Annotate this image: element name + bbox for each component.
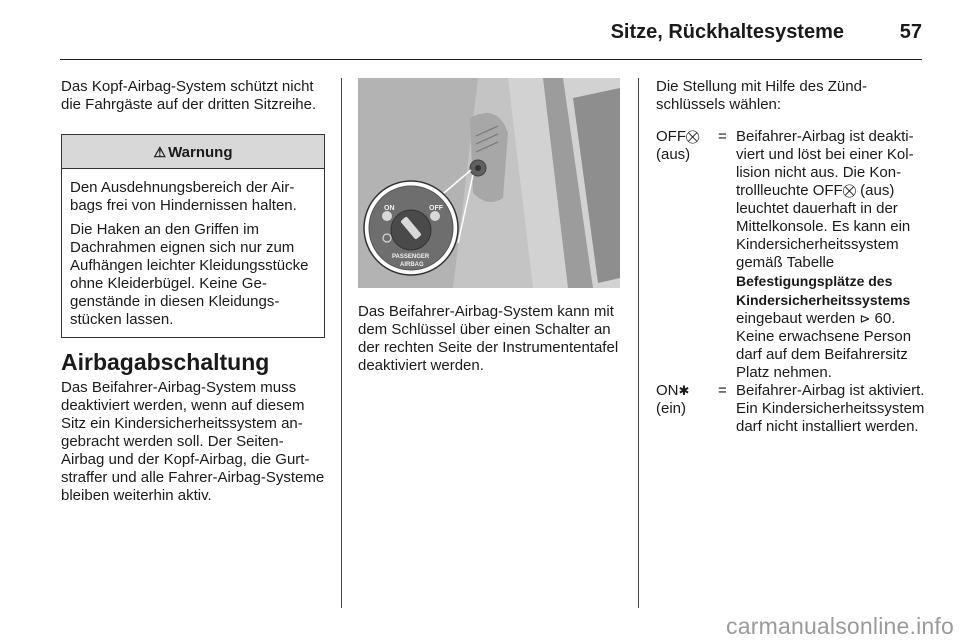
term-sub: (ein) [656, 400, 687, 417]
definition-row-on [656, 382, 928, 436]
photo-caption: Das Beifahrer-Airbag-System kann mit dem Schlüssel über einen Schalter an der rechten Seite der Instrumententafel deaktiviert werden. [358, 303, 619, 374]
term-sub: (aus) [656, 146, 691, 163]
switch-label-on: ON [384, 205, 395, 212]
page-reference: 60. [874, 310, 896, 327]
page-number: 57 [899, 21, 922, 43]
column-divider-right [638, 78, 639, 608]
watermark: carmanualsonline.info [726, 613, 954, 639]
definition-text [736, 128, 928, 382]
middle-column [358, 78, 620, 375]
airbag-on-icon: ✱ [678, 383, 690, 398]
switch-label-off: OFF [429, 205, 443, 212]
definition-text-part: Keine erwachsene Person darf auf dem Beifahrersitz Platz nehmen. [736, 328, 912, 381]
page-title: Sitze, Rückhaltesysteme [610, 21, 844, 43]
definition-text: Beifahrer-Airbag ist aktiviert. Ein Kindersicherheitssystem darf nicht installiert werden. [736, 382, 925, 435]
warning-paragraph: Den Ausdehnungsbereich der Airbags frei von Hindernissen halten. [70, 179, 297, 214]
definition-term [656, 382, 718, 436]
column-divider-left [341, 78, 342, 608]
switch-label-passenger: PASSENGER [392, 254, 430, 260]
definition-text-part: Beifahrer-Airbag ist deaktiviert und löst bei einer Kollision nicht aus. Die Kontrollleuchte OFF [736, 128, 914, 199]
equals-sign: = [718, 128, 727, 145]
warning-paragraph: Die Haken an den Griffen im Dachrahmen eignen sich nur zum Aufhängen leichter Kleidungsstücke ohne Kleiderbügel. Keine Gegenstände in diesen Kleidungsstücken lassen. [70, 221, 309, 328]
equals-sign: = [718, 382, 727, 399]
definition-text-part: eingebaut werden [736, 310, 860, 327]
page-header [60, 18, 922, 60]
table-reference: Befestigungsplätze des Kindersicherheitssystems [736, 273, 911, 308]
left-column [61, 78, 325, 505]
warning-box [61, 134, 325, 338]
right-intro: Die Stellung mit Hilfe des Zündschlüssels wählen: [656, 78, 867, 113]
airbag-off-icon: ⛒ [686, 129, 700, 144]
switch-label-airbag: AIRBAG [400, 262, 424, 268]
definition-term [656, 128, 718, 382]
warning-body [62, 169, 324, 337]
term-label: ON [656, 382, 679, 399]
definition-row-off [656, 128, 928, 382]
page-ref-arrow-icon: ⊳ [859, 311, 871, 326]
warning-header [62, 135, 324, 169]
term-label: OFF [656, 128, 686, 145]
intro-paragraph: Das Kopf-Airbag-System schützt nicht die Fahrgäste auf der dritten Sitzreihe. [61, 78, 317, 113]
warning-triangle-icon: ⚠ [153, 144, 167, 160]
airbag-off-icon: ⛒ [842, 183, 856, 198]
warning-label: Warnung [168, 144, 233, 161]
position-definitions [656, 128, 928, 436]
right-column [656, 78, 928, 436]
section-heading: Airbagabschaltung [61, 349, 270, 375]
definition-text-part: (aus) leuchtet dauerhaft in der Mittelkonsole. Es kann ein Kindersicherheitssystem gemäß Tabelle [736, 182, 911, 271]
airbag-switch-photo [358, 78, 620, 288]
section-paragraph: Das Beifahrer-Airbag-System muss deaktiviert werden, wenn auf diesem Sitz ein Kindersicherheitssystem angebracht werden soll. Der Seiten-Airbag und der Kopf-Airbag, die Gurtstraffer und alle Fahrer-Airbag-Systeme bleiben weiterhin aktiv. [61, 379, 325, 504]
airbag-switch-illustration [358, 78, 620, 288]
